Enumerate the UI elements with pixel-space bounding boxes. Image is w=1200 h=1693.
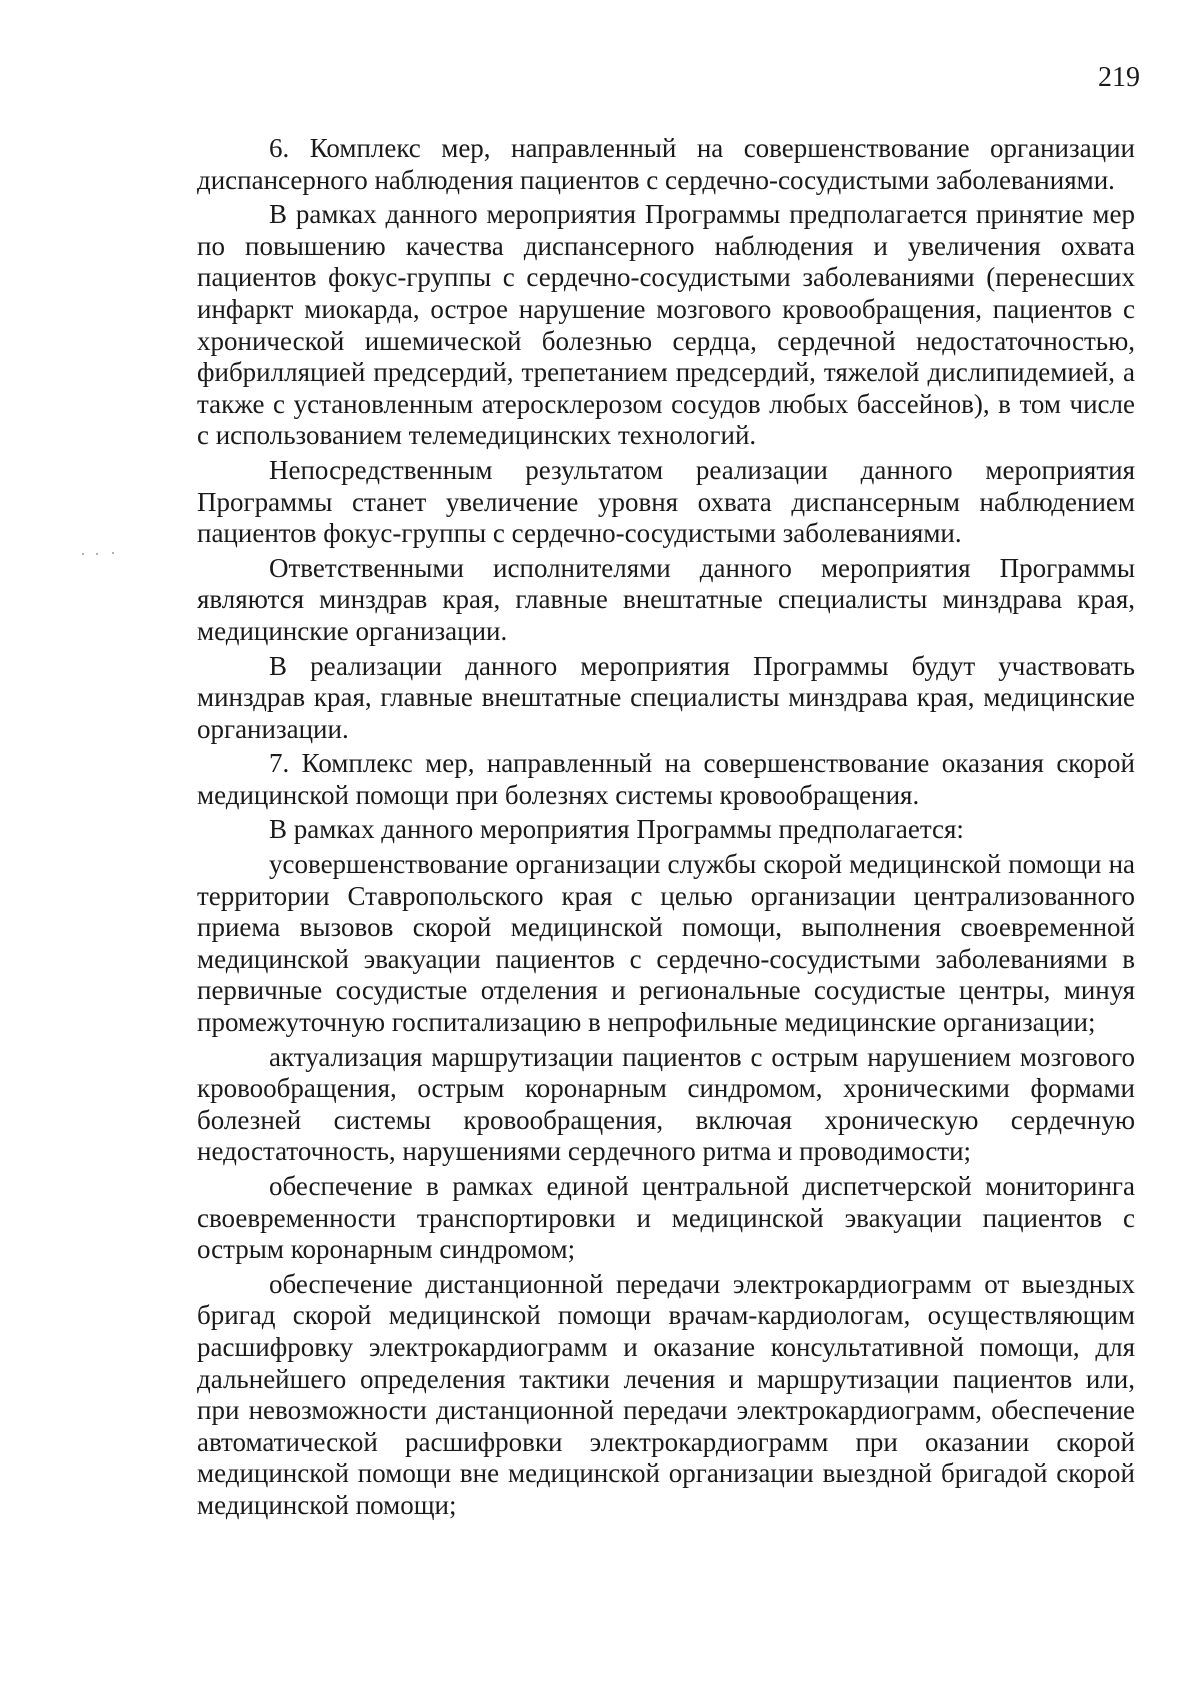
- paragraph: В рамках данного мероприятия Программы предполагается принятие мер по повышению качества диспансерного наблюдения и увеличения охвата пациентов фокус-группы с сердечно-сосудистыми заболеваниями (перенесших инфаркт миокарда, острое нарушение мозгового кровообращения, пациентов с хронической ишемической болезнью сердца, сердечной недостаточностью, фибрилляцией предсердий, трепетанием предсердий, тяжелой дислипидемией, а также с установленным атеросклерозом сосудов любых бассейнов), в том числе с использованием телемедицинских технологий.: [197, 199, 1135, 451]
- scan-artifact: [96, 553, 98, 555]
- scan-artifact: [112, 552, 114, 554]
- list-item: усовершенствование организации службы скорой медицинской помощи на территории Ставропольского края с целью организации централизованного приема вызовов скорой медицинской помощи, выполнения своевременной медицинской эвакуации пациентов с сердечно-сосудистыми заболеваниями в первичные сосудистые отделения и региональные сосудистые центры, минуя промежуточную госпитализацию в непрофильные медицинские организации;: [197, 849, 1135, 1038]
- paragraph: Ответственными исполнителями данного мероприятия Программы являются минздрав края, главные внештатные специалисты минздрава края, медицинские организации.: [197, 552, 1135, 646]
- scan-artifact: [82, 553, 84, 555]
- paragraph: Непосредственным результатом реализации данного мероприятия Программы станет увеличение уровня охвата диспансерным наблюдением пациентов фокус-группы с сердечно-сосудистыми заболеваниями.: [197, 454, 1135, 549]
- page-number: 219: [1098, 62, 1140, 93]
- list-item: актуализация маршрутизации пациентов с острым нарушением мозгового кровообращения, острым коронарным синдромом, хроническими формами болезней системы кровообращения, включая хроническую сердечную недостаточность, нарушениями сердечного ритма и проводимости;: [197, 1041, 1135, 1167]
- document-body: [197, 133, 1135, 1525]
- paragraph: В реализации данного мероприятия Программы будут участвовать минздрав края, главные внештатные специалисты минздрава края, медицинские организации.: [197, 650, 1135, 744]
- list-item: обеспечение дистанционной передачи электрокардиограмм от выездных бригад скорой медицинской помощи врачам-кардиологам, осуществляющим расшифровку электрокардиограмм и оказание консультативной помощи, для дальнейшего определения тактики лечения и маршрутизации пациентов или, при невозможности дистанционной передачи электрокардиограмм, обеспечение автоматической расшифровки электрокардиограмм при оказании скорой медицинской помощи вне медицинской организации выездной бригадой скорой медицинской помощи;: [197, 1268, 1135, 1520]
- paragraph-section-7-title: 7. Комплекс мер, направленный на совершенствование оказания скорой медицинской помощи при болезнях системы кровообращения.: [197, 748, 1135, 810]
- paragraph: В рамках данного мероприятия Программы предполагается:: [269, 814, 964, 845]
- list-item: обеспечение в рамках единой центральной диспетчерской мониторинга своевременности транспортировки и медицинской эвакуации пациентов с острым коронарным синдромом;: [197, 1171, 1135, 1265]
- paragraph-section-6-title: 6. Комплекс мер, направленный на совершенствование организации диспансерного наблюдения пациентов с сердечно-сосудистыми заболеваниями.: [197, 133, 1135, 195]
